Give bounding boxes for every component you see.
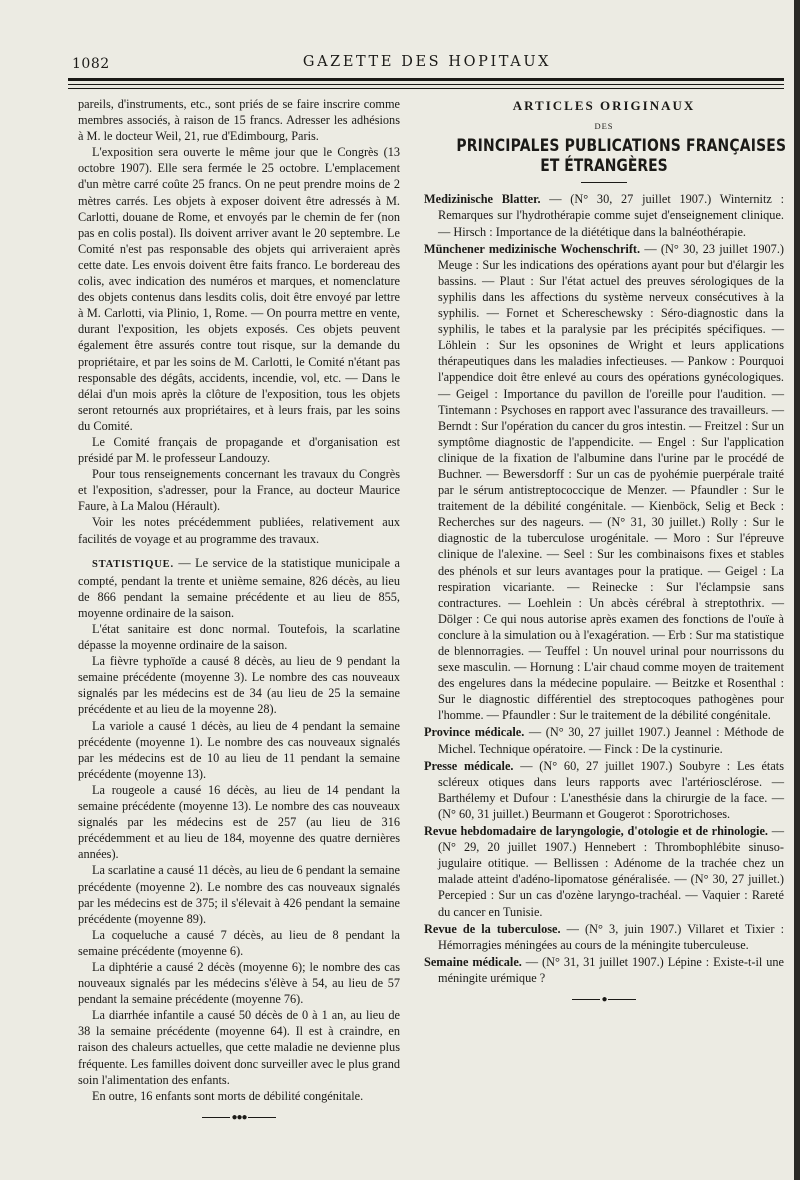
paragraph: Voir les notes précédemment publiées, relativement aux facilités de voyage et au programme des travaux. bbox=[78, 515, 400, 546]
right-column bbox=[424, 96, 787, 1008]
paragraph: L'exposition sera ouverte le même jour que le Congrès (13 octobre 1907). Elle sera fermée le 25 octobre. L'emplacement d'un mètre carré coûte 25 francs. On ne peut prendre moins de 2 mètres carrés. Les objets à exposer doivent être adressés à M. Carlotti, douane de Rome, et envoyés par le chemin de fer (non pas en colis postal). Ils doivent arriver avant le 20 septembre. Le Comité n'est pas responsable des objets qui arriveraient après cette date. Les envois doivent être faits franco. Le bordereau des colis, avec indication des numéros et marques, et nomenclature des objets contenus dans lesdits colis, doit être envoyé par lettre à M. Carlotti, via Plinio, 1, Rome. — On pourra mettre en vente, durant l'exposition, les objets exposés. Ces objets peuvent également être assurés contre tout risque, sur la demande du propriétaire, et par les soins de M. Carlotti, le Comité n'étant pas responsable des dégâts, accidents, incendie, vol, etc. — Dans le délai d'un mois après la clôture de l'exposition, tous les objets seront retournés aux propriétaires, et à leurs frais, par les soins du Comité. bbox=[78, 145, 400, 433]
journal-name: Revue de la tuberculose. bbox=[424, 921, 561, 936]
publication-entry bbox=[424, 758, 784, 822]
paragraph: Le Comité français de propagande et d'organisation est présidé par M. le professeur Landouzy. bbox=[78, 434, 400, 466]
publication-entry bbox=[424, 191, 784, 239]
page-header bbox=[72, 50, 782, 72]
journal-name: Semaine médicale. bbox=[424, 954, 522, 969]
section-heading bbox=[424, 98, 787, 183]
entry-text: — (N° 30, 23 juillet 1907.) Meuge : Sur les indications des opérations ayant pour but d'élargir les bassins. — Plaut : Sur l'état actuel des preuves sérologiques de la syphilis dans les affections du système nerveux consécutives à la syphilis. — Fornet et Schereschewsky : Séro-diagnostic dans la syphilis, le tabes et la paralysie par les précipités spécifiques. — Löhlein : Sur les opsonines de Wright et leurs applications thérapeutiques dans les maladies infectieuses. — Pankow : Pourquoi l'appendice doit être enlevé au cours des opérations gynécologiques. — Geigel : Importance du pavillon de l'oreille pour l'audition. — Tintemann : Psychoses en rapport avec l'assurance des travailleurs. — Berndt : Sur l'opération du cancer du gros intestin. — Freitzel : Sur un symptôme diagnostic de l'appendicite. — Engel : Sur l'application clinique de la fixation de l'albumine dans l'urine par le procédé de Buchner. — Bewersdorff : Sur un cas de pyohémie puerpérale traité par le sérum antistreptococcique de Menzer. — Pfaundler : Sur le traitement de la débilité congénitale. — Kienböck, Selig et Beck : Recherches sur des nageurs. — (N° 31, 30 juillet.) Rolly : Sur le diagnostic de la tuberculose urogénitale. — Moro : Sur l'épreuve clinique de l'alexine. — Seel : Sur les combinaisons fixes et stables des phénols et sur leurs avantages pour la pratique. — Geigel : La respiration vicariante. — Reinecke : Sur l'éclampsie sans contractures. — Loehlein : Un abcès cérébral à streptothrix. — Dölger : Ce qui nous autorise après examen des fonctions de l'ouïe à conclure à la simulation ou à l'exagération. — Erb : Sur ma statistique de blennorragies. — Teuffel : Un nouvel urinal pour nourrissons du sexe masculin. — Hornung : L'air chaud comme moyen de traitement des engelures dans la médecine populaire. — Beitzke et Rosenthal : Sur le diagnostic différentiel des streptocoques pathogènes pour l'homme. — Pfaundler : Sur le traitement de la débilité congénitale. bbox=[438, 241, 784, 723]
heading-rule bbox=[581, 182, 627, 183]
journal-name: Province médicale. bbox=[424, 725, 525, 740]
statistics-paragraph bbox=[78, 555, 400, 621]
header-rule bbox=[68, 78, 784, 81]
paragraph: La coqueluche a causé 7 décès, au lieu de 8 pendant la semaine précédente (moyenne 6). bbox=[78, 927, 400, 958]
paragraph: La variole a causé 1 décès, au lieu de 4 pendant la semaine précédente (moyenne 1). Le nombre des cas nouveaux signalés par les médecins est de 10 au lieu de 11 pendant la semaine précédente (moyenne 13). bbox=[78, 718, 400, 781]
end-ornament: ●●● bbox=[78, 1110, 400, 1126]
heading-principales: PRINCIPALES PUBLICATIONS FRANÇAISES bbox=[456, 136, 787, 157]
header-rule-thin bbox=[68, 84, 784, 85]
entry-text: — (N° 3, juin 1907.) Villaret et Tixier : Hémorragies méningées au cours de la méningite tuberculeuse. bbox=[438, 921, 784, 952]
heading-etrangeres: ET ÉTRANGÈRES bbox=[540, 156, 668, 177]
publication-title: GAZETTE DES HOPITAUX bbox=[302, 54, 552, 70]
journal-name: Münchener medizinische Wochenschrift. bbox=[424, 241, 641, 256]
publication-entries bbox=[424, 191, 784, 986]
header-rule-thin-2 bbox=[68, 88, 784, 89]
statistics-label: STATISTIQUE. bbox=[92, 558, 174, 570]
heading-articles: ARTICLES ORIGINAUX bbox=[512, 98, 696, 113]
paragraph: En outre, 16 enfants sont morts de débilité congénitale. bbox=[92, 1088, 364, 1103]
statistics-intro: — Le service de la statistique municipale a compté, pendant la trente et unième semaine, 826 décès, au lieu de 866 pendant la semaine précédente et au lieu de 855, moyenne ordinaire de la saison. bbox=[78, 555, 400, 620]
entry-text: — (N° 29, 20 juillet 1907.) Hennebert : Thrombophlébite sinuso-jugulaire otitique. — Bellissen : Adénome de la trachée chez un malade atteint d'adéno-lipomatose généralisée. — (N° 30, 27 juillet.) Percepied : Sur un cas d'ozène laryngo-trachéal. — Vaquier : Rareté du cancer en Tunisie. bbox=[438, 824, 784, 919]
paragraph: La diarrhée infantile a causé 50 décès de 0 à 1 an, au lieu de 38 la semaine précédente (moyenne 64). Il est à craindre, en raison des chaleurs actuelles, que cette maladie ne devienne plus fréquente. Les familles doivent donc surveiller avec le plus grand soin l'alimentation des enfants. bbox=[78, 1008, 400, 1087]
paragraph: L'état sanitaire est donc normal. Toutefois, la scarlatine dépasse la moyenne ordinaire de la saison. bbox=[78, 622, 400, 653]
paragraph: La fièvre typhoïde a causé 8 décès, au lieu de 9 pendant la semaine précédente (moyenne 3). Le nombre des cas nouveaux signalés par les médecins est de 34 (au lieu de 25 la semaine précédente et au lieu de la moyenne 28). bbox=[78, 654, 400, 717]
paragraph: La rougeole a causé 16 décès, au lieu de 14 pendant la semaine précédente (moyenne 13). Le nombre des cas nouveaux signalés par les médecins est de 257 (au lieu de 316 précédemment et au lieu de 184, moyenne des quatre dernières années). bbox=[78, 782, 400, 862]
publication-entry bbox=[424, 954, 784, 986]
page-edge bbox=[794, 0, 800, 1180]
entry-text: — (N° 30, 27 juillet 1907.) Winternitz : Remarques sur l'hydrothérapie comme sujet d'enseignement clinique. — Hirsch : Importance de la diététique dans la balnéothérapie. bbox=[438, 192, 784, 239]
publication-entry bbox=[424, 724, 784, 756]
publication-entry bbox=[424, 241, 784, 724]
entry-text: — (N° 31, 31 juillet 1907.) Lépine : Existe-t-il une méningite urémique ? bbox=[438, 954, 784, 985]
left-column bbox=[78, 96, 400, 1126]
end-ornament: ● bbox=[424, 992, 784, 1008]
paragraph: pareils, d'instruments, etc., sont priés de se faire inscrire comme membres associés, à raison de 15 francs. Adresser les adhésions à M. le docteur Weil, 21, rue d'Edimbourg, Paris. bbox=[78, 97, 400, 144]
entry-text: — (N° 60, 27 juillet 1907.) Soubyre : Les états scléreux otiques dans leurs rapports avec l'artériosclérose. — Barthélemy et Dufour : L'anesthésie dans la chirurgie de la face. — (N° 60, 31 juillet.) Beurmann et Gougerot : Sporotrichoses. bbox=[438, 758, 784, 821]
entry-text: — (N° 30, 27 juillet 1907.) Jeannel : Méthode de Michel. Technique opératoire. — Finck : De la cystinurie. bbox=[438, 725, 784, 756]
publication-entry bbox=[424, 921, 784, 953]
paragraph: Pour tous renseignements concernant les travaux du Congrès et l'exposition, s'adresser, pour la France, au docteur Maurice Faure, à La Malou (Hérault). bbox=[78, 467, 400, 514]
heading-des: DES bbox=[594, 121, 614, 132]
journal-name: Revue hebdomadaire de laryngologie, d'otologie et de rhinologie. bbox=[424, 824, 768, 839]
paragraph: La diphtérie a causé 2 décès (moyenne 6); le nombre des cas nouveaux signalés par les médecins s'élève à 54, au lieu de 57 pendant la semaine précédente (moyenne 76). bbox=[78, 959, 400, 1007]
page-number: 1082 bbox=[72, 56, 110, 72]
journal-name: Presse médicale. bbox=[424, 758, 514, 773]
journal-name: Medizinische Blatter. bbox=[424, 192, 541, 207]
publication-entry bbox=[424, 823, 784, 920]
paragraph: La scarlatine a causé 11 décès, au lieu de 6 pendant la semaine précédente (moyenne 2). Le nombre des cas nouveaux signalés par les médecins est de 375; il s'élevait à 426 pendant la semaine précédente (moyenne 89). bbox=[78, 863, 400, 926]
